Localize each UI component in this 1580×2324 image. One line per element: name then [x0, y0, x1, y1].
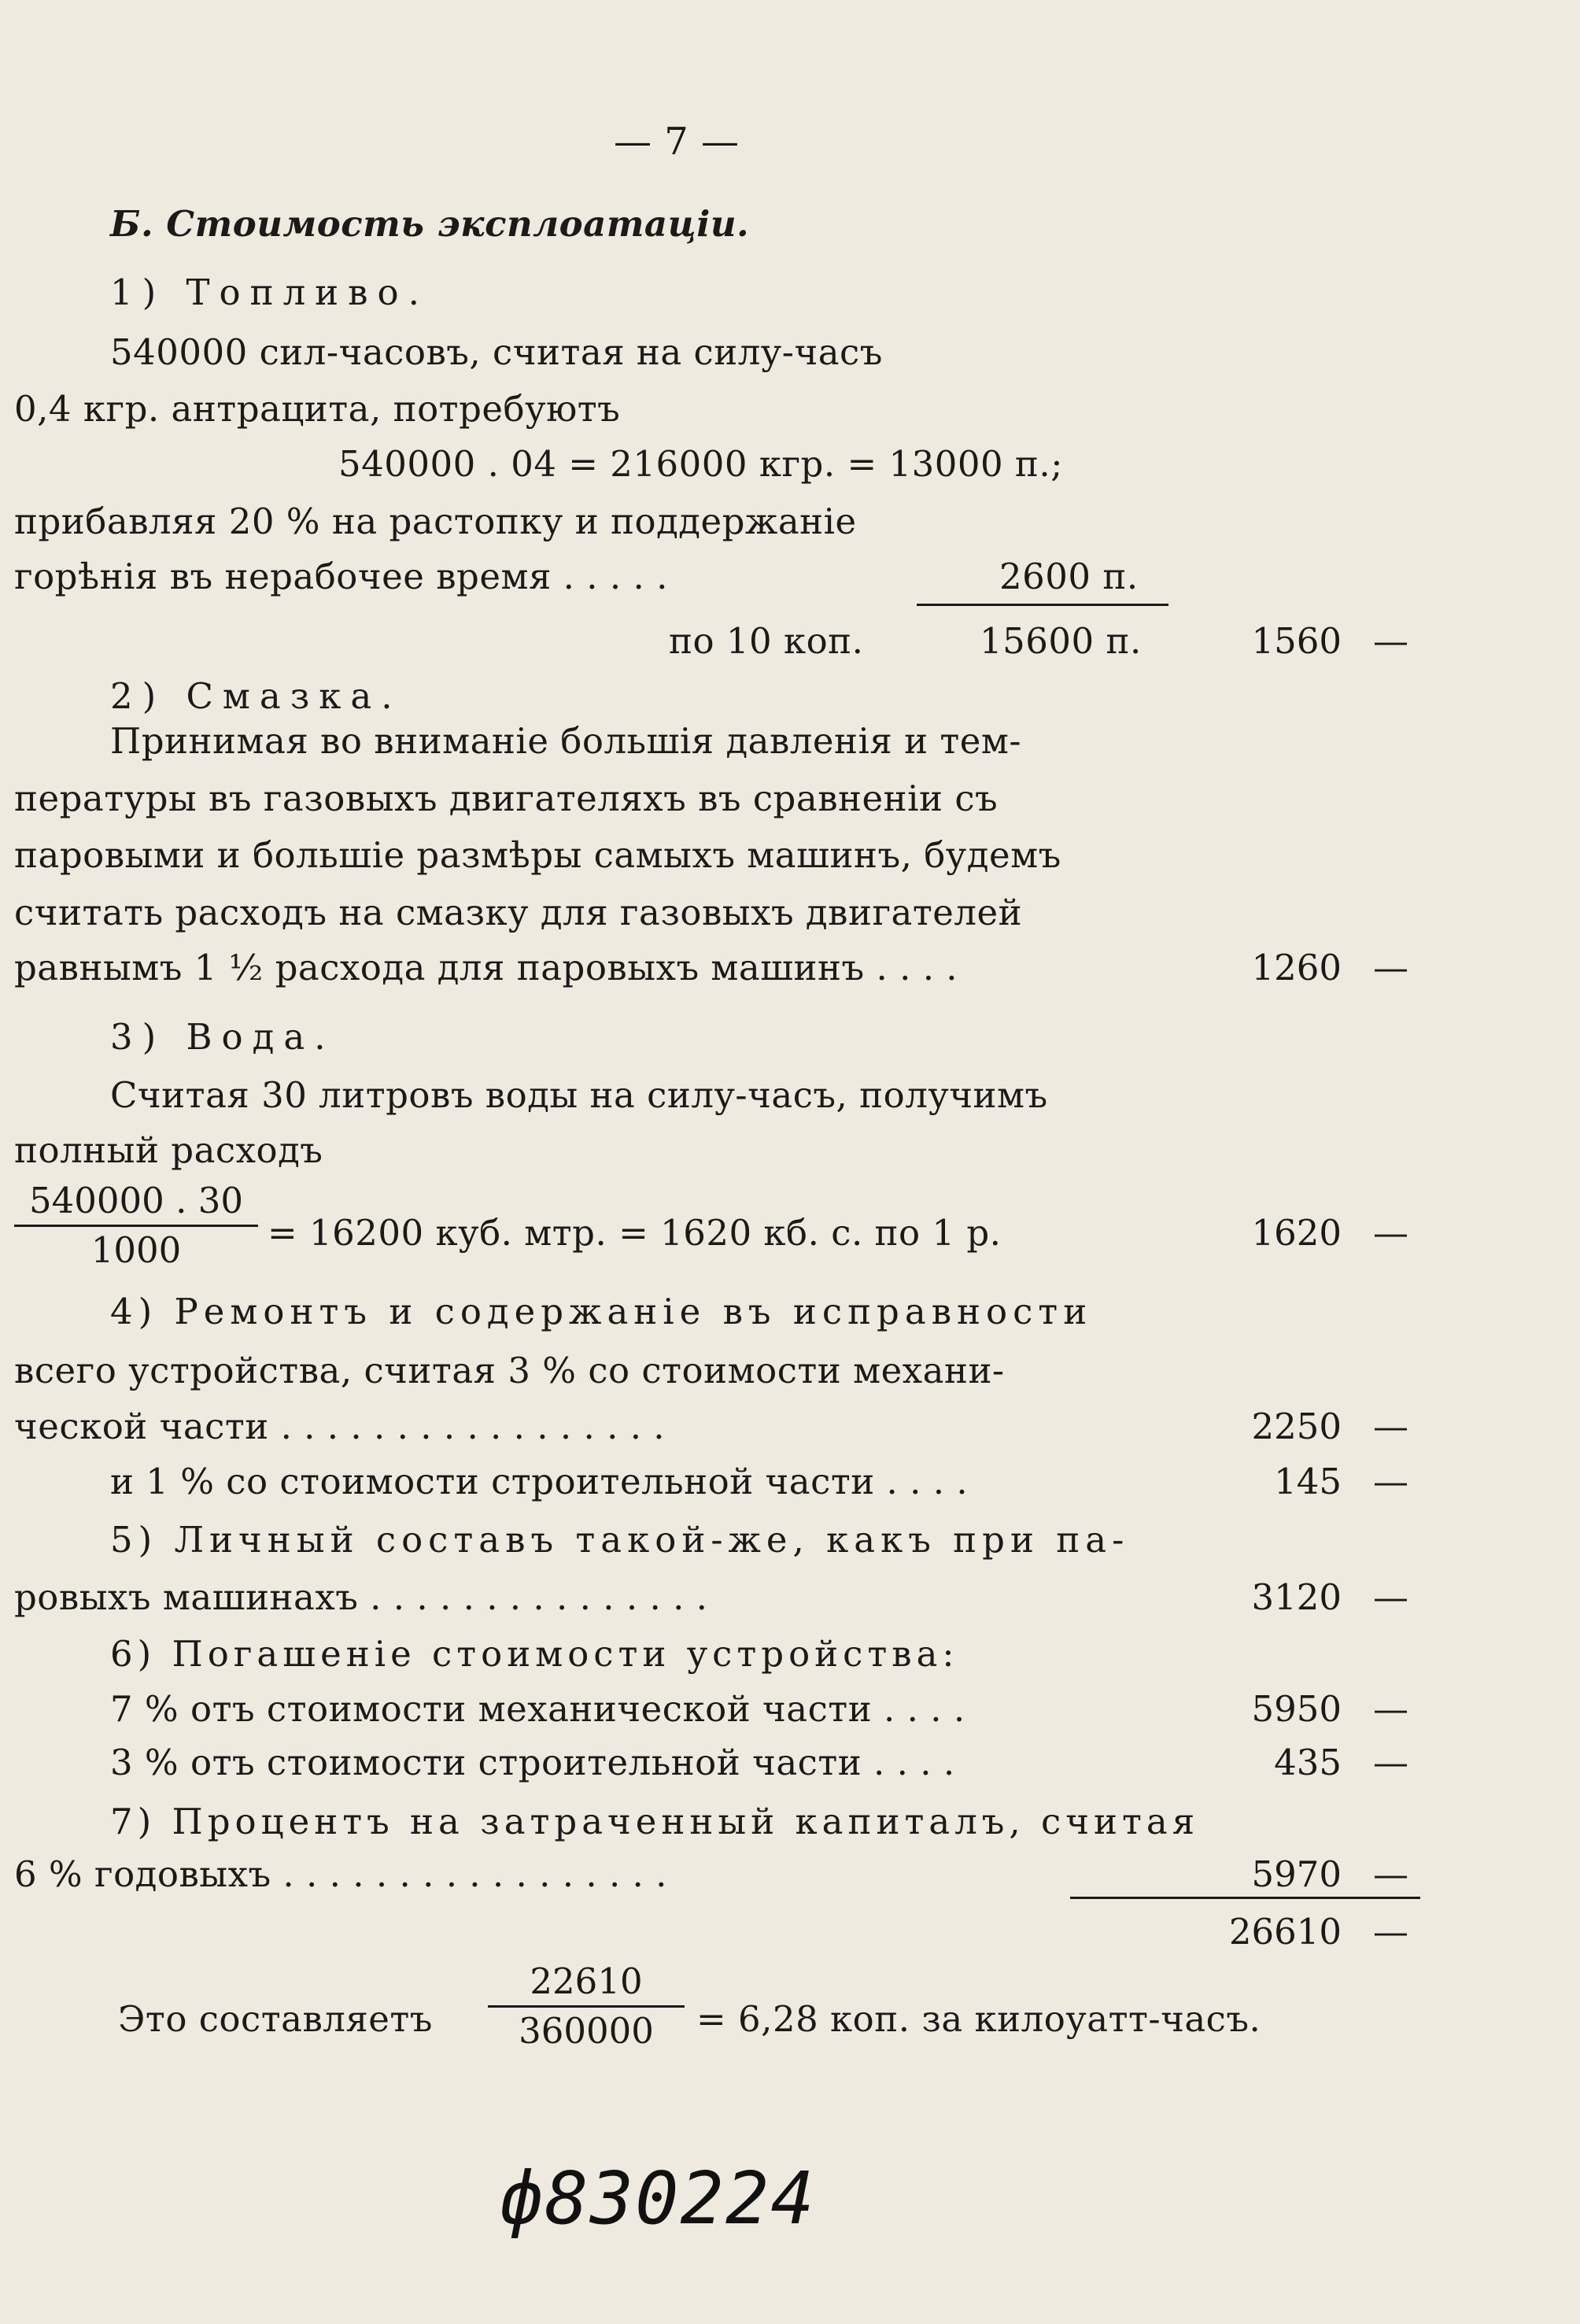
water-line1: Считая 30 литровъ воды на силу-часъ, получимъ [110, 1074, 1048, 1116]
repair-line2: ческой части . . . . . . . . . . . . . . . . . [14, 1406, 666, 1447]
lubrication-line5: равнымъ 1 ½ расхода для паровыхъ машинъ . . . . [14, 947, 958, 988]
interest-amount: 5970 [1251, 1853, 1342, 1895]
water-fraction [14, 1179, 258, 1273]
amortization-amount2: 435 [1274, 1742, 1342, 1783]
lubrication-line2: пературы въ газовыхъ двигателяхъ въ сравненiи съ [14, 778, 999, 819]
personnel-amount: 3120 [1251, 1576, 1342, 1618]
water-heading: 3) Вода. [110, 1016, 335, 1058]
interest-line1: 6 % годовыхъ . . . . . . . . . . . . . . . . . [14, 1853, 667, 1895]
fuel-line5: горѣнiя въ нерабочее время . . . . . [14, 556, 668, 597]
fuel-line2: 0,4 кгр. антрацита, потребуютъ [14, 388, 621, 430]
amortization-dash2: — [1373, 1742, 1408, 1783]
water-amount: 1620 [1251, 1212, 1342, 1254]
amortization-heading: 6) Погашенiе стоимости устройства: [110, 1633, 959, 1675]
conclusion-prefix: Это составляетъ [118, 1998, 433, 2040]
fuel-line3: 540000 . 04 = 216000 кгр. = 13000 п.; [338, 443, 1063, 485]
repair-line1: всего устройства, считая 3 % со стоимости механи- [14, 1350, 1005, 1391]
conclusion-suffix: = 6,28 коп. за килоуатт-часъ. [696, 1998, 1261, 2040]
lubrication-line4: считать расходъ на смазку для газовыхъ двигателей [14, 892, 1023, 933]
amortization-line2: 3 % отъ стоимости строительной части . . . . [110, 1742, 955, 1783]
water-line2: полный расходъ [14, 1129, 323, 1171]
repair-amount1: 2250 [1251, 1406, 1342, 1447]
interest-heading: 7) Процентъ на затраченный капиталъ, считая [110, 1801, 1200, 1842]
fuel-line1: 540000 сил-часовъ, считая на силу-часъ [110, 331, 883, 373]
personnel-line1: ровыхъ машинахъ . . . . . . . . . . . . . . . [14, 1576, 708, 1618]
water-dash: — [1373, 1212, 1408, 1254]
fuel-heading: 1) Топливо. [110, 272, 429, 313]
repair-heading: 4) Ремонтъ и содержанiе въ исправности [110, 1291, 1093, 1332]
lubrication-heading: 2) Смазка. [110, 675, 402, 717]
fuel-amount: 1560 [1251, 620, 1342, 662]
interest-dash: — [1373, 1853, 1408, 1895]
page-number: — 7 — [614, 120, 740, 164]
lubrication-line1: Принимая во вниманiе большiя давленiя и тем- [110, 720, 1022, 762]
fuel-line5-value: 2600 п. [999, 556, 1139, 597]
repair-dash2: — [1373, 1461, 1408, 1502]
conclusion-fraction-bar [488, 2005, 685, 2008]
repair-line3: и 1 % со стоимости строительной части . . . . [110, 1461, 969, 1502]
amortization-line1: 7 % отъ стоимости механической части . . . . [110, 1688, 965, 1730]
water-fraction-bar [14, 1225, 258, 1227]
conclusion-fraction [488, 1960, 685, 2053]
water-fraction-numerator: 540000 . 30 [29, 1180, 243, 1221]
personnel-heading: 5) Личный составъ такой-же, какъ при па- [110, 1519, 1130, 1561]
total-rule [1070, 1897, 1420, 1899]
lubrication-amount: 1260 [1251, 947, 1342, 988]
water-line3: = 16200 куб. мтр. = 1620 кб. с. по 1 р. [268, 1212, 1002, 1254]
fuel-dash: — [1373, 620, 1408, 662]
amortization-amount1: 5950 [1251, 1688, 1342, 1730]
water-fraction-denominator: 1000 [90, 1229, 182, 1271]
fuel-line6-value: 15600 п. [980, 620, 1142, 662]
conclusion-fraction-denominator: 360000 [519, 2010, 654, 2052]
total-dash: — [1373, 1911, 1408, 1953]
lubrication-dash: — [1373, 947, 1408, 988]
fuel-sum-rule [917, 604, 1168, 606]
fuel-line4: прибавляя 20 % на растопку и поддержанie [14, 501, 857, 542]
repair-amount2: 145 [1274, 1461, 1342, 1502]
personnel-dash: — [1373, 1576, 1408, 1618]
amortization-dash1: — [1373, 1688, 1408, 1730]
fuel-line6: по 10 коп. [669, 620, 864, 662]
conclusion-fraction-numerator: 22610 [530, 1960, 643, 2002]
archive-stamp: ф830224 [500, 2156, 816, 2241]
section-title: Б. Стоимость эксплоатацiи. [110, 203, 750, 245]
lubrication-line3: паровыми и большiе размѣры самыхъ машинъ, будемъ [14, 834, 1061, 876]
total-amount: 26610 [1228, 1911, 1342, 1953]
repair-dash1: — [1373, 1406, 1408, 1447]
